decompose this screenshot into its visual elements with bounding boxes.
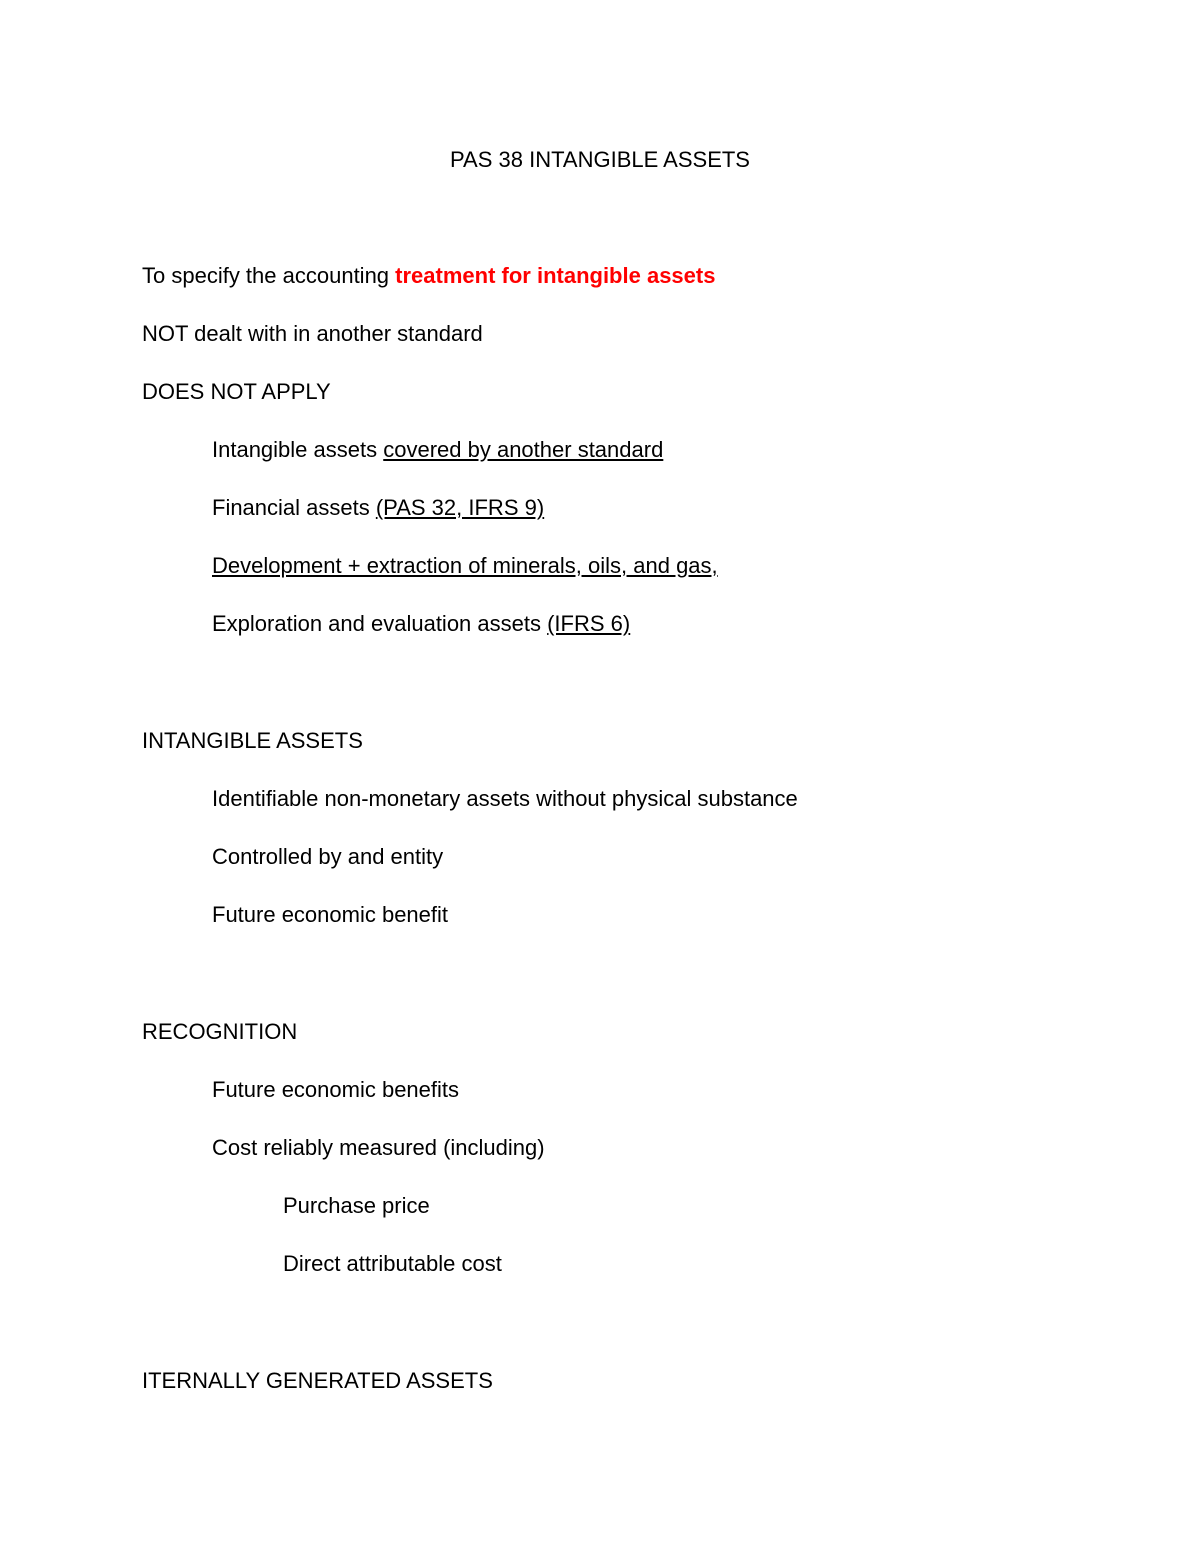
exclusion-item xyxy=(212,553,718,579)
exclusion-underlined: covered by another standard xyxy=(383,437,664,462)
does-not-apply-heading: DOES NOT APPLY xyxy=(142,379,331,404)
not-dealt-line: NOT dealt with in another standard xyxy=(142,321,483,346)
exclusion-text: Intangible assets xyxy=(212,437,384,462)
document-title: PAS 38 INTANGIBLE ASSETS xyxy=(450,147,750,172)
exclusion-item xyxy=(212,437,663,463)
exclusion-text: Financial assets xyxy=(212,495,376,520)
intangible-assets-item: Identifiable non-monetary assets without physical substance xyxy=(212,786,798,811)
recognition-subitem: Direct attributable cost xyxy=(283,1251,502,1276)
internally-generated-heading: ITERNALLY GENERATED ASSETS xyxy=(142,1368,493,1393)
exclusion-underlined: Development + extraction of minerals, oils, and gas, xyxy=(212,553,718,578)
exclusion-item xyxy=(212,611,630,637)
intangible-assets-item: Controlled by and entity xyxy=(212,844,444,869)
recognition-heading: RECOGNITION xyxy=(142,1019,298,1044)
exclusion-text: Exploration and evaluation assets xyxy=(212,611,548,636)
exclusion-underlined: (IFRS 6) xyxy=(547,611,631,636)
objective-highlight: treatment for intangible assets xyxy=(395,263,716,288)
recognition-item: Future economic benefits xyxy=(212,1077,460,1102)
objective-prefix: To specify the accounting xyxy=(142,263,396,288)
recognition-item: Cost reliably measured (including) xyxy=(212,1135,545,1160)
intangible-assets-item: Future economic benefit xyxy=(212,902,449,927)
recognition-subitem: Purchase price xyxy=(283,1193,430,1218)
intangible-assets-heading: INTANGIBLE ASSETS xyxy=(142,728,363,753)
objective-line xyxy=(142,263,715,289)
exclusion-underlined: (PAS 32, IFRS 9) xyxy=(375,495,545,520)
exclusion-item xyxy=(212,495,544,521)
